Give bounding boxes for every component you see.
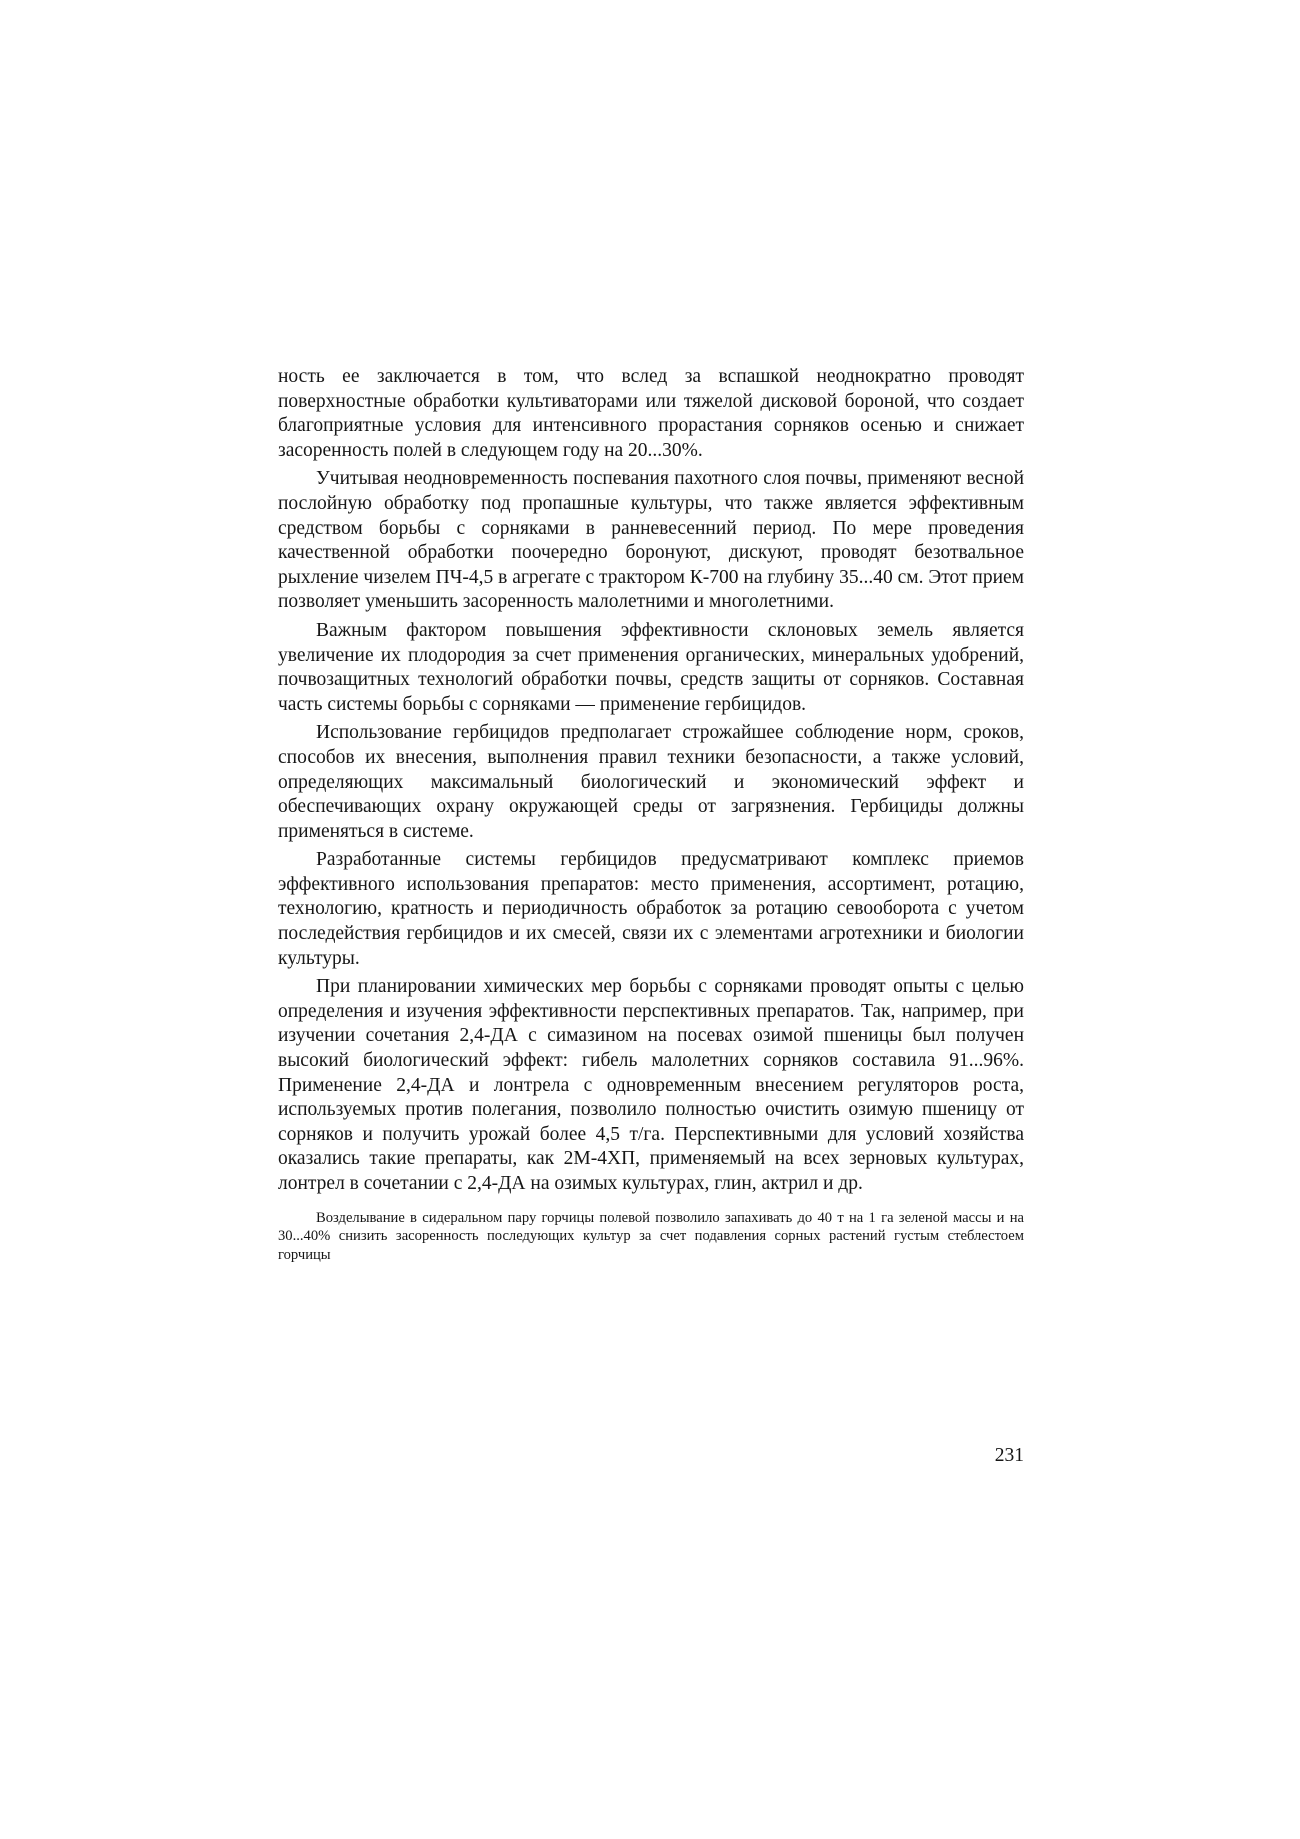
paragraph-slope-fertility: Важным фактором повышения эффективности склоновых земель является увеличение их плодородия за счет применения органических, минеральных удобрений, почвозащитных технологий обработки почвы, средств защиты от сорняков. Составная часть системы борьбы с сорняками — применение гербицидов.	[278, 619, 1024, 715]
paragraph-herbicide-use: Использование гербицидов предполагает строжайшее соблюдение норм, сроков, способов их внесения, выполнения правил техники безопасности, а также условий, определяющих максимальный биологический и экономический эффект и обеспечивающих охрану окружающей среды от загрязнения. Гербициды должны применяться в системе.	[278, 722, 1024, 842]
page-number: 231	[994, 1445, 1024, 1466]
page-body	[278, 365, 1024, 1264]
paragraph-continuation: ность ее заключается в том, что вслед за вспашкой неоднократно проводят поверхностные обработки культиваторами или тяжелой дисковой бороной, что создает благоприятные условия для интенсивного прорастания сорняков осенью и снижает засоренность полей в следующем году на 20...30%.	[278, 366, 1024, 461]
paragraph-chemical-trials: При планировании химических мер борьбы с сорняками проводят опыты с целью определения и изучения эффективности перспективных препаратов. Так, например, при изучении сочетания 2,4-ДА с симазином на посевах озимой пшеницы был получен высокий биологический эффект: гибель малолетних сорняков составила 91...96%. Применение 2,4-ДА и лонтрела с одновременным внесением регуляторов роста, используемых против полегания, позволило полностью очистить озимую пшеницу от сорняков и получить урожай более 4,5 т/га. Перспективными для условий хозяйства оказались такие препараты, как 2М-4ХП, применяемый на всех зерновых культурах, лонтрел в сочетании с 2,4-ДА на озимых культурах, глин, актрил и др.	[278, 976, 1024, 1194]
paragraph-layered-tillage: Учитывая неодновременность поспевания пахотного слоя почвы, применяют весной послойную обработку под пропашные культуры, что также является эффективным средством борьбы с сорняками в ранневесенний период. По мере проведения качественной обработки поочередно боронуют, дискуют, проводят безотвальное рыхление чизелем ПЧ-4,5 в агрегате с трактором К-700 на глубину 35...40 см. Этот прием позволяет уменьшить засоренность малолетними и многолетними.	[278, 468, 1024, 613]
footnote: Возделывание в сидеральном пару горчицы полевой позволило запахивать до 40 т на 1 га зеленой массы и на 30...40% снизить засоренность последующих культур за счет подавления сорных растений густым стеблестоем горчицы	[278, 1209, 1024, 1263]
paragraph-herbicide-systems: Разработанные системы гербицидов предусматривают комплекс приемов эффективного использования препаратов: место применения, ассортимент, ротацию, технологию, кратность и периодичность обработок за ротацию севооборота с учетом последействия гербицидов и их смесей, связи их с элементами агротехники и биологии культуры.	[278, 849, 1024, 969]
